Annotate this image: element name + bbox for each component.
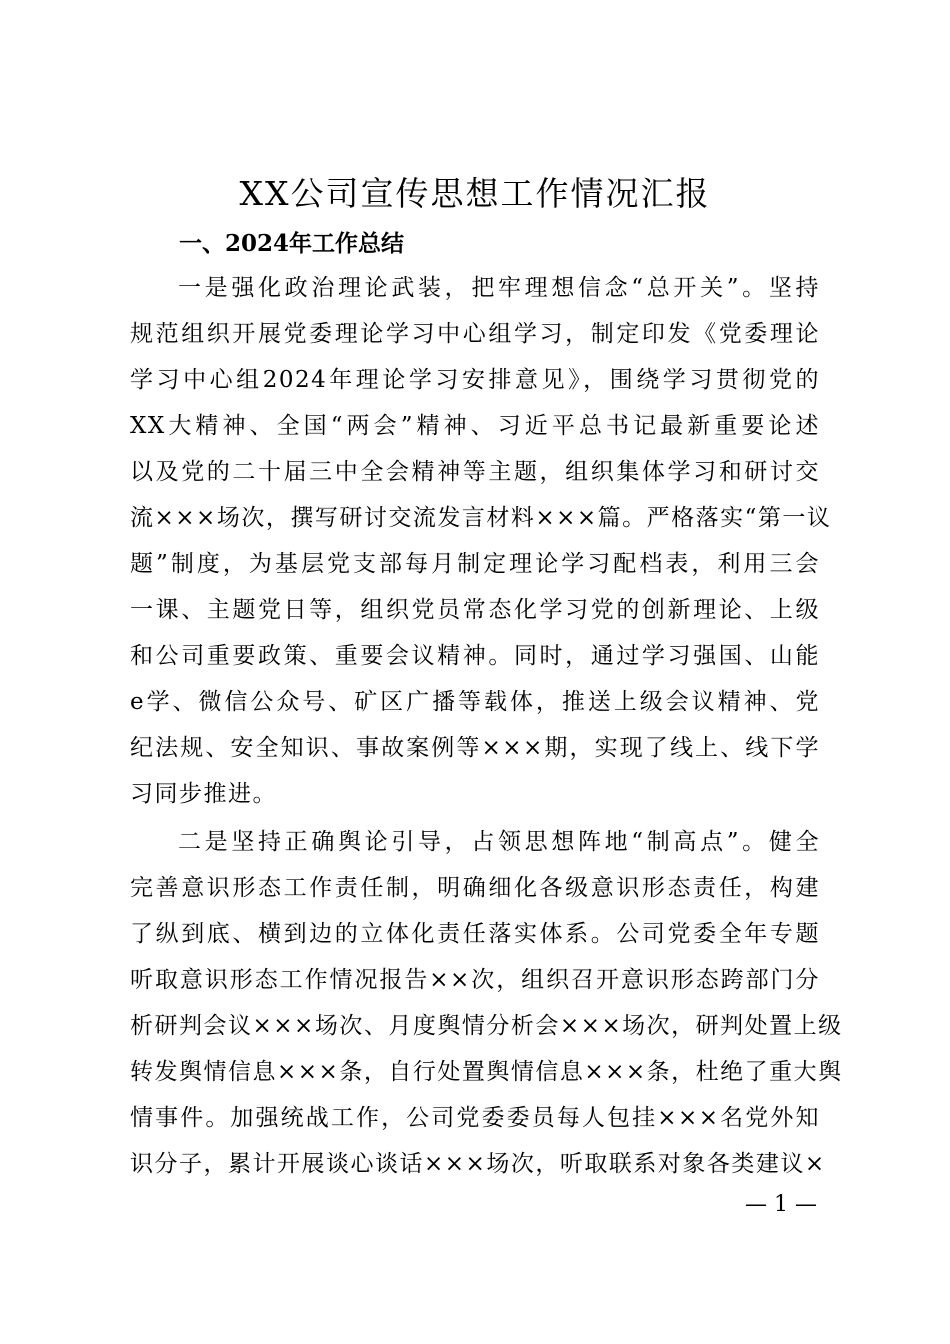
paragraph-line: 习同步推进。 [130,781,277,807]
paragraph-line: 析研判会议×××场次、月度舆情分析会×××场次，研判处置上级 [130,1013,843,1039]
paragraph-line: e学、微信公众号、矿区广播等载体，推送上级会议精神、党 [130,689,820,715]
paragraph-line: 识分子，累计开展谈心谈话×××场次，听取联系对象各类建议× [130,1151,826,1177]
paragraph-line: 一是强化政治理论武装，把牢理想信念“总开关”。坚持 [178,275,820,301]
paragraph-line: 一课、主题党日等，组织党员常态化学习党的创新理论、上级 [130,597,820,623]
section-heading: 一、2024年工作总结 [179,230,405,257]
paragraph-2 [130,819,843,1187]
paragraph-line: 转发舆情信息×××条，自行处置舆情信息×××条，杜绝了重大舆 [130,1059,843,1085]
document-title: XX公司宣传思想工作情况汇报 [239,174,711,213]
paragraph-line: 流×××场次，撰写研讨交流发言材料×××篇。严格落实“第一议 [130,505,832,531]
paragraph-line: 情事件。加强统战工作，公司党委委员每人包挂×××名党外知 [130,1105,820,1131]
paragraph-1 [130,265,832,817]
paragraph-line: 规范组织开展党委理论学习中心组学习，制定印发《党委理论 [130,321,820,347]
paragraph-line: 听取意识形态工作情况报告××次，组织召开意识形态跨部门分 [130,967,820,993]
paragraph-line: 和公司重要政策、重要会议精神。同时，通过学习强国、山能 [130,643,820,669]
paragraph-line: 完善意识形态工作责任制，明确细化各级意识形态责任，构建 [130,875,820,901]
paragraph-line: 了纵到底、横到边的立体化责任落实体系。公司党委全年专题 [130,921,820,947]
paragraph-line: 纪法规、安全知识、事故案例等×××期，实现了线上、线下学 [130,735,820,761]
paragraph-line: XX大精神、全国“两会”精神、习近平总书记最新重要论述 [130,413,820,439]
paragraph-line: 以及党的二十届三中全会精神等主题，组织集体学习和研讨交 [130,459,820,485]
paragraph-line: 二是坚持正确舆论引导，占领思想阵地“制高点”。健全 [178,829,820,855]
paragraph-line: 题”制度，为基层党支部每月制定理论学习配档表，利用三会 [130,551,820,577]
paragraph-line: 学习中心组2024年理论学习安排意见》，围绕学习贯彻党的 [130,367,820,393]
page-number: — 1 — [745,1192,817,1217]
